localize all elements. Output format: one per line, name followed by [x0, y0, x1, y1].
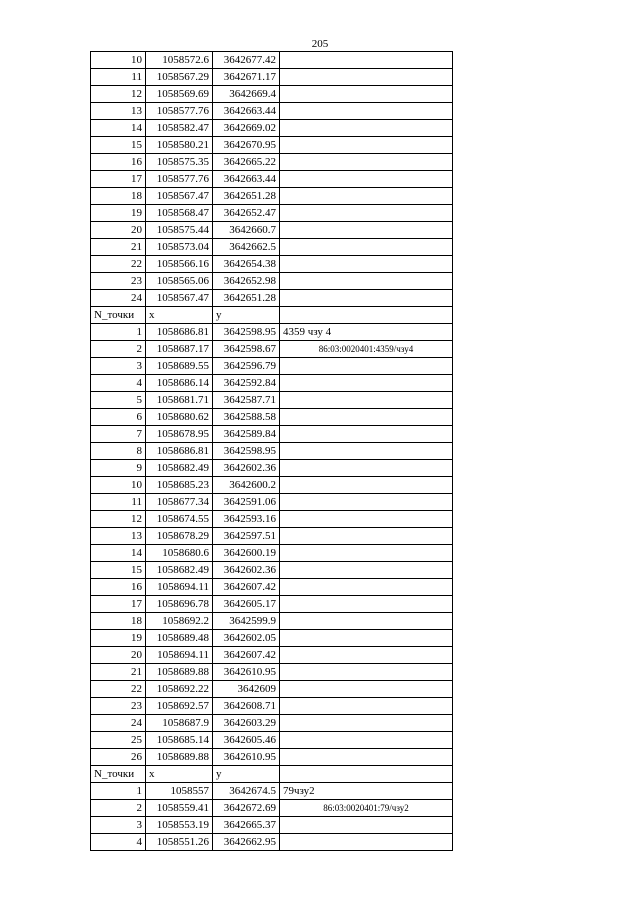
table-row: [91, 494, 453, 511]
y-coordinate-cell: 3642665.22: [213, 154, 280, 171]
x-coordinate-cell: 1058694.11: [146, 579, 213, 596]
point-number-cell: 20: [91, 647, 146, 664]
x-coordinate-cell: x: [146, 766, 213, 783]
note-cell: [280, 120, 453, 137]
note-cell: [280, 834, 453, 851]
point-number-cell: 5: [91, 392, 146, 409]
y-coordinate-cell: 3642651.28: [213, 188, 280, 205]
x-coordinate-cell: 1058557: [146, 783, 213, 800]
y-coordinate-cell: 3642662.5: [213, 239, 280, 256]
point-number-cell: 16: [91, 579, 146, 596]
point-number-cell: 1: [91, 783, 146, 800]
note-cell: [280, 613, 453, 630]
point-number-cell: 17: [91, 596, 146, 613]
table-row: [91, 171, 453, 188]
note-cell: [280, 766, 453, 783]
note-cell: [280, 460, 453, 477]
table-row: [91, 375, 453, 392]
x-coordinate-cell: 1058692.57: [146, 698, 213, 715]
point-number-cell: 21: [91, 664, 146, 681]
note-cell: [280, 239, 453, 256]
y-coordinate-cell: 3642652.47: [213, 205, 280, 222]
table-row: [91, 715, 453, 732]
y-coordinate-cell: 3642602.05: [213, 630, 280, 647]
point-number-cell: 3: [91, 817, 146, 834]
table-row: [91, 613, 453, 630]
table-row: [91, 239, 453, 256]
x-coordinate-cell: 1058582.47: [146, 120, 213, 137]
y-coordinate-cell: 3642607.42: [213, 579, 280, 596]
y-coordinate-cell: 3642605.17: [213, 596, 280, 613]
note-cell: [280, 800, 453, 817]
x-coordinate-cell: 1058677.34: [146, 494, 213, 511]
y-coordinate-cell: 3642665.37: [213, 817, 280, 834]
note-cell: [280, 664, 453, 681]
page-number: 205: [311, 38, 329, 50]
point-number-cell: 9: [91, 460, 146, 477]
point-number-cell: N_точки: [91, 307, 146, 324]
point-number-cell: 20: [91, 222, 146, 239]
table-row: [91, 341, 453, 358]
table-row: [91, 783, 453, 800]
x-coordinate-cell: 1058572.6: [146, 52, 213, 69]
point-number-cell: 24: [91, 715, 146, 732]
table-row: [91, 358, 453, 375]
x-coordinate-cell: 1058551.26: [146, 834, 213, 851]
point-number-cell: 7: [91, 426, 146, 443]
x-coordinate-cell: 1058687.17: [146, 341, 213, 358]
table-row: [91, 443, 453, 460]
y-coordinate-cell: 3642609: [213, 681, 280, 698]
y-coordinate-cell: 3642608.71: [213, 698, 280, 715]
note-cell: [280, 137, 453, 154]
table-row: [91, 681, 453, 698]
point-number-cell: 21: [91, 239, 146, 256]
table-row: [91, 392, 453, 409]
x-coordinate-cell: 1058680.6: [146, 545, 213, 562]
y-coordinate-cell: 3642593.16: [213, 511, 280, 528]
note-cell: [280, 341, 453, 358]
x-coordinate-cell: 1058686.14: [146, 375, 213, 392]
x-coordinate-cell: 1058696.78: [146, 596, 213, 613]
table-row: [91, 817, 453, 834]
note-cell: 79чзу2: [280, 783, 453, 800]
note-cell: [280, 630, 453, 647]
x-coordinate-cell: 1058577.76: [146, 103, 213, 120]
note-cell: [280, 205, 453, 222]
y-coordinate-cell: 3642587.71: [213, 392, 280, 409]
x-coordinate-cell: 1058687.9: [146, 715, 213, 732]
table-row: [91, 528, 453, 545]
y-coordinate-cell: 3642669.02: [213, 120, 280, 137]
x-coordinate-cell: 1058553.19: [146, 817, 213, 834]
x-coordinate-cell: 1058686.81: [146, 324, 213, 341]
x-coordinate-cell: 1058569.69: [146, 86, 213, 103]
x-coordinate-cell: 1058565.06: [146, 273, 213, 290]
x-coordinate-cell: 1058685.23: [146, 477, 213, 494]
point-number-cell: 13: [91, 528, 146, 545]
note-cell: [280, 409, 453, 426]
note-cell: [280, 171, 453, 188]
table-row: [91, 664, 453, 681]
y-coordinate-cell: 3642596.79: [213, 358, 280, 375]
table-row: [91, 732, 453, 749]
point-number-cell: 18: [91, 188, 146, 205]
x-coordinate-cell: 1058689.48: [146, 630, 213, 647]
x-coordinate-cell: 1058692.22: [146, 681, 213, 698]
note-cell: [280, 358, 453, 375]
table-row: [91, 154, 453, 171]
table-row: [91, 290, 453, 307]
table-row: [91, 749, 453, 766]
y-coordinate-cell: 3642589.84: [213, 426, 280, 443]
y-coordinate-cell: 3642610.95: [213, 749, 280, 766]
point-number-cell: 10: [91, 52, 146, 69]
table-row: [91, 86, 453, 103]
y-coordinate-cell: 3642592.84: [213, 375, 280, 392]
point-number-cell: 19: [91, 205, 146, 222]
point-number-cell: N_точки: [91, 766, 146, 783]
note-cell: [280, 817, 453, 834]
point-number-cell: 8: [91, 443, 146, 460]
point-number-cell: 13: [91, 103, 146, 120]
y-coordinate-cell: 3642607.42: [213, 647, 280, 664]
table-row: [91, 273, 453, 290]
x-coordinate-cell: 1058680.62: [146, 409, 213, 426]
note-cell: [280, 307, 453, 324]
note-cell: [280, 273, 453, 290]
x-coordinate-cell: 1058689.88: [146, 664, 213, 681]
y-coordinate-cell: 3642660.7: [213, 222, 280, 239]
x-coordinate-cell: 1058689.88: [146, 749, 213, 766]
point-number-cell: 4: [91, 834, 146, 851]
table-row: [91, 477, 453, 494]
point-number-cell: 14: [91, 120, 146, 137]
note-cell: [280, 477, 453, 494]
point-number-cell: 24: [91, 290, 146, 307]
table-row: [91, 52, 453, 69]
x-coordinate-cell: 1058580.21: [146, 137, 213, 154]
note-cell: [280, 69, 453, 86]
note-cell: [280, 290, 453, 307]
table-header-row: [91, 766, 453, 783]
note-cell: [280, 443, 453, 460]
x-coordinate-cell: 1058559.41: [146, 800, 213, 817]
x-coordinate-cell: 1058566.16: [146, 256, 213, 273]
x-coordinate-cell: 1058689.55: [146, 358, 213, 375]
y-coordinate-cell: 3642610.95: [213, 664, 280, 681]
note-cell: [280, 426, 453, 443]
point-number-cell: 11: [91, 69, 146, 86]
y-coordinate-cell: 3642600.19: [213, 545, 280, 562]
note-cell: [280, 52, 453, 69]
point-number-cell: 1: [91, 324, 146, 341]
table-row: [91, 596, 453, 613]
point-number-cell: 11: [91, 494, 146, 511]
y-coordinate-cell: 3642669.4: [213, 86, 280, 103]
point-number-cell: 10: [91, 477, 146, 494]
y-coordinate-cell: 3642598.67: [213, 341, 280, 358]
note-cell: [280, 647, 453, 664]
x-coordinate-cell: 1058567.47: [146, 188, 213, 205]
point-number-cell: 26: [91, 749, 146, 766]
y-coordinate-cell: 3642588.58: [213, 409, 280, 426]
cadastral-number: 86:03:0020401:4359/чзу4: [318, 344, 414, 354]
point-number-cell: 2: [91, 800, 146, 817]
point-number-cell: 23: [91, 698, 146, 715]
point-number-cell: 17: [91, 171, 146, 188]
y-coordinate-cell: y: [213, 307, 280, 324]
table-row: [91, 120, 453, 137]
table-row: [91, 460, 453, 477]
x-coordinate-cell: 1058674.55: [146, 511, 213, 528]
table-row: [91, 426, 453, 443]
point-number-cell: 25: [91, 732, 146, 749]
x-coordinate-cell: 1058694.11: [146, 647, 213, 664]
note-cell: [280, 256, 453, 273]
point-number-cell: 4: [91, 375, 146, 392]
y-coordinate-cell: 3642670.95: [213, 137, 280, 154]
table-row: [91, 205, 453, 222]
y-coordinate-cell: 3642672.69: [213, 800, 280, 817]
table-row: [91, 324, 453, 341]
table-row: [91, 137, 453, 154]
y-coordinate-cell: 3642654.38: [213, 256, 280, 273]
x-coordinate-cell: 1058686.81: [146, 443, 213, 460]
note-cell: [280, 749, 453, 766]
point-number-cell: 12: [91, 86, 146, 103]
note-cell: [280, 562, 453, 579]
point-number-cell: 22: [91, 256, 146, 273]
table-row: [91, 188, 453, 205]
y-coordinate-cell: 3642598.95: [213, 443, 280, 460]
table-header-row: [91, 307, 453, 324]
point-number-cell: 15: [91, 562, 146, 579]
y-coordinate-cell: 3642605.46: [213, 732, 280, 749]
cadastral-number: 86:03:0020401:79/чзу2: [323, 803, 409, 813]
x-coordinate-cell: 1058567.47: [146, 290, 213, 307]
x-coordinate-cell: 1058567.29: [146, 69, 213, 86]
note-cell: [280, 596, 453, 613]
coordinates-table-body: [91, 52, 453, 851]
table-row: [91, 647, 453, 664]
note-cell: 4359 чзу 4: [280, 324, 453, 341]
y-coordinate-cell: 3642591.06: [213, 494, 280, 511]
y-coordinate-cell: 3642652.98: [213, 273, 280, 290]
x-coordinate-cell: 1058678.29: [146, 528, 213, 545]
table-row: [91, 800, 453, 817]
x-coordinate-cell: 1058682.49: [146, 460, 213, 477]
y-coordinate-cell: 3642671.17: [213, 69, 280, 86]
x-coordinate-cell: 1058575.35: [146, 154, 213, 171]
x-coordinate-cell: 1058573.04: [146, 239, 213, 256]
y-coordinate-cell: 3642597.51: [213, 528, 280, 545]
x-coordinate-cell: 1058568.47: [146, 205, 213, 222]
y-coordinate-cell: 3642663.44: [213, 103, 280, 120]
note-cell: [280, 188, 453, 205]
x-coordinate-cell: 1058575.44: [146, 222, 213, 239]
y-coordinate-cell: 3642599.9: [213, 613, 280, 630]
table-row: [91, 409, 453, 426]
point-number-cell: 3: [91, 358, 146, 375]
x-coordinate-cell: 1058577.76: [146, 171, 213, 188]
y-coordinate-cell: 3642663.44: [213, 171, 280, 188]
table-row: [91, 69, 453, 86]
point-number-cell: 22: [91, 681, 146, 698]
y-coordinate-cell: 3642662.95: [213, 834, 280, 851]
y-coordinate-cell: 3642603.29: [213, 715, 280, 732]
coordinates-table: [90, 51, 453, 851]
point-number-cell: 2: [91, 341, 146, 358]
note-cell: [280, 154, 453, 171]
note-cell: [280, 86, 453, 103]
point-number-cell: 23: [91, 273, 146, 290]
note-cell: [280, 698, 453, 715]
table-row: [91, 545, 453, 562]
x-coordinate-cell: 1058678.95: [146, 426, 213, 443]
x-coordinate-cell: x: [146, 307, 213, 324]
point-number-cell: 16: [91, 154, 146, 171]
y-coordinate-cell: 3642674.5: [213, 783, 280, 800]
x-coordinate-cell: 1058682.49: [146, 562, 213, 579]
note-cell: [280, 103, 453, 120]
y-coordinate-cell: 3642677.42: [213, 52, 280, 69]
y-coordinate-cell: 3642602.36: [213, 460, 280, 477]
point-number-cell: 12: [91, 511, 146, 528]
x-coordinate-cell: 1058685.14: [146, 732, 213, 749]
x-coordinate-cell: 1058692.2: [146, 613, 213, 630]
note-cell: [280, 579, 453, 596]
note-cell: [280, 375, 453, 392]
note-cell: [280, 528, 453, 545]
table-row: [91, 222, 453, 239]
note-cell: [280, 545, 453, 562]
y-coordinate-cell: 3642651.28: [213, 290, 280, 307]
table-row: [91, 834, 453, 851]
point-number-cell: 19: [91, 630, 146, 647]
note-cell: [280, 392, 453, 409]
note-cell: [280, 715, 453, 732]
note-cell: [280, 222, 453, 239]
point-number-cell: 14: [91, 545, 146, 562]
table-row: [91, 256, 453, 273]
table-row: [91, 579, 453, 596]
point-number-cell: 6: [91, 409, 146, 426]
y-coordinate-cell: y: [213, 766, 280, 783]
point-number-cell: 18: [91, 613, 146, 630]
note-cell: [280, 681, 453, 698]
note-cell: [280, 494, 453, 511]
y-coordinate-cell: 3642598.95: [213, 324, 280, 341]
y-coordinate-cell: 3642600.2: [213, 477, 280, 494]
table-row: [91, 511, 453, 528]
point-number-cell: 15: [91, 137, 146, 154]
table-row: [91, 562, 453, 579]
table-row: [91, 103, 453, 120]
table-row: [91, 630, 453, 647]
note-cell: [280, 732, 453, 749]
y-coordinate-cell: 3642602.36: [213, 562, 280, 579]
table-row: [91, 698, 453, 715]
note-cell: [280, 511, 453, 528]
x-coordinate-cell: 1058681.71: [146, 392, 213, 409]
